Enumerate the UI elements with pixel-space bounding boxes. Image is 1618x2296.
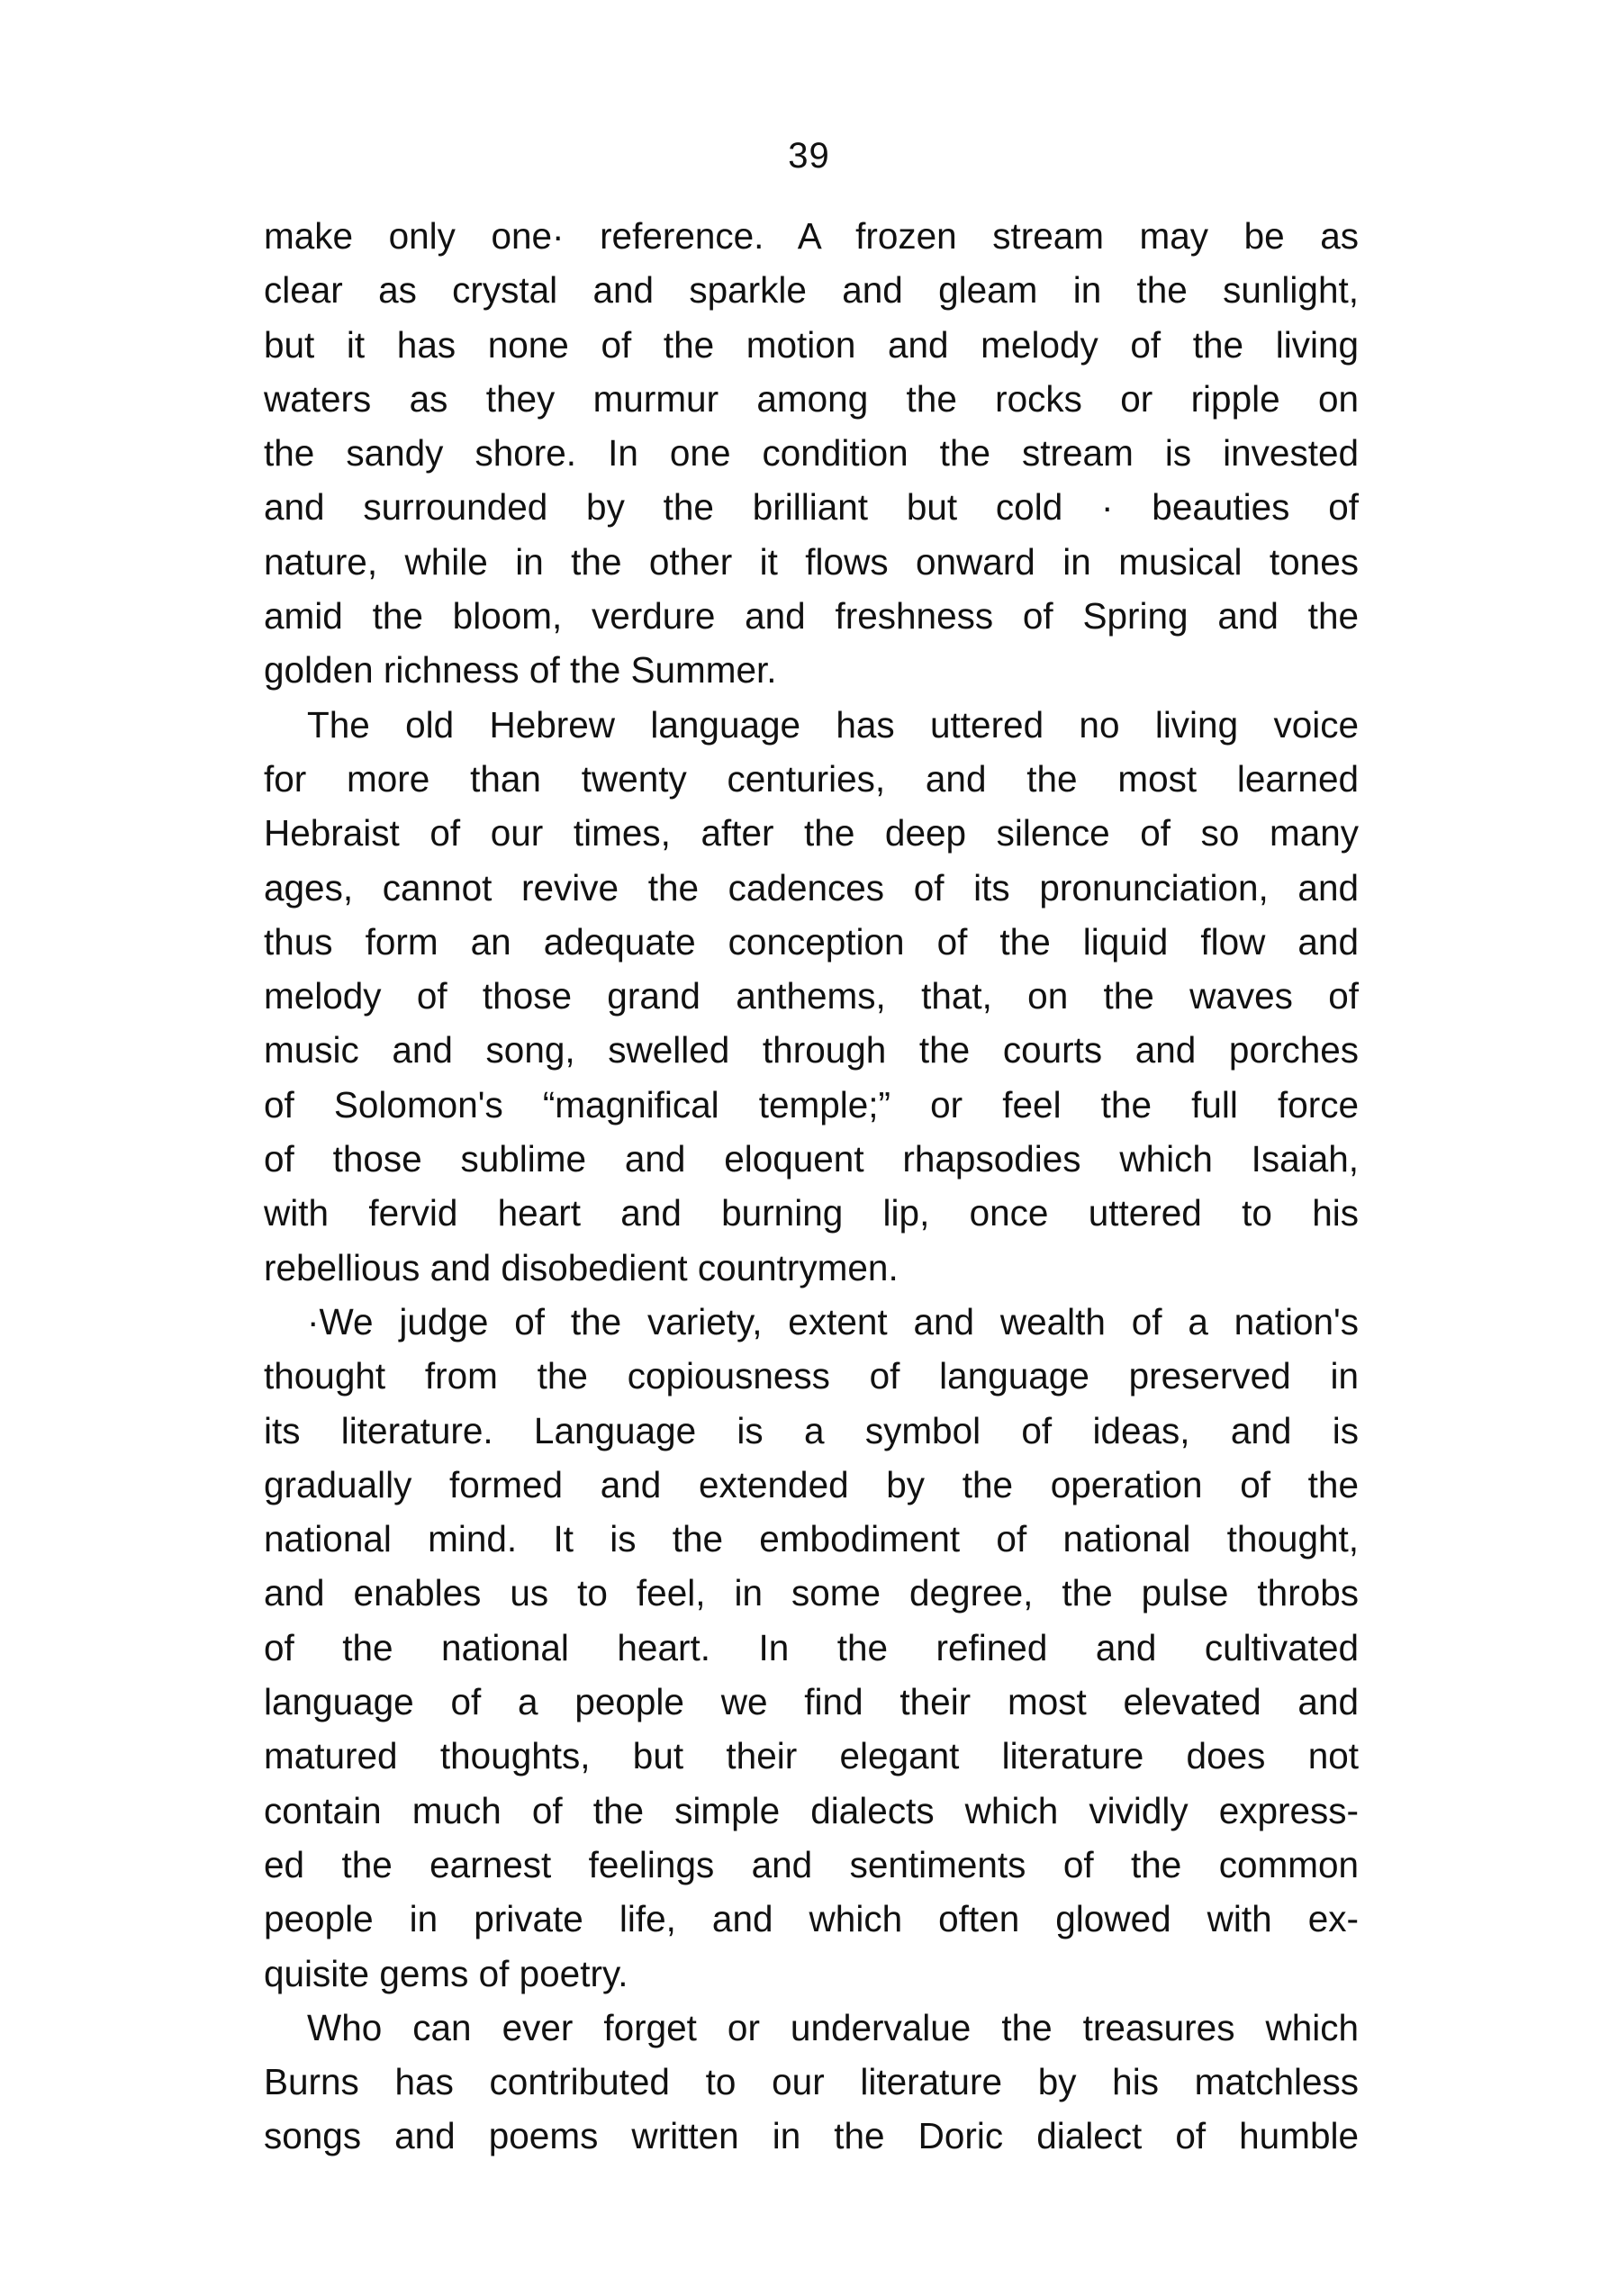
- page-number: 39: [788, 136, 830, 176]
- text-line: for more than twenty centuries, and the most learned: [264, 757, 1359, 800]
- text-line: songs and poems written in the Doric dialect of humble: [264, 2115, 1359, 2157]
- text-line: the sandy shore. In one condition the stream is invested: [264, 432, 1359, 475]
- text-line: melody of those grand anthems, that, on the waves of: [264, 975, 1359, 1017]
- text-line: of Solomon's “magnifical temple;” or feel the full force: [264, 1083, 1359, 1125]
- text-line: its literature. Language is a symbol of ideas, and is: [264, 1409, 1359, 1451]
- text-line: quisite gems of poetry.: [264, 1952, 628, 1994]
- text-line: waters as they murmur among the rocks or ripple on: [264, 377, 1359, 420]
- text-line: The old Hebrew language has uttered no living voice: [307, 703, 1359, 746]
- text-line: but it has none of the motion and melody of the living: [264, 323, 1359, 366]
- text-line: nature, while in the other it flows onward in musical tones: [264, 540, 1359, 583]
- text-line: national mind. It is the embodiment of national thought,: [264, 1518, 1359, 1560]
- text-line: of those sublime and eloquent rhapsodies which Isaiah,: [264, 1138, 1359, 1180]
- text-line: Hebraist of our times, after the deep silence of so many: [264, 812, 1359, 854]
- text-line: gradually formed and extended by the operation of the: [264, 1463, 1359, 1505]
- text-line: of the national heart. In the refined and cultivated: [264, 1626, 1359, 1668]
- text-line: ·We judge of the variety, extent and wealth of a nation's: [307, 1300, 1359, 1342]
- text-line: Burns has contributed to our literature by his matchless: [264, 2061, 1359, 2103]
- text-line: people in private life, and which often glowed with ex-: [264, 1898, 1359, 1940]
- text-line: contain much of the simple dialects which vividly express-: [264, 1789, 1359, 1831]
- text-line: golden richness of the Summer.: [264, 649, 777, 692]
- text-line: thought from the copiousness of language preserved in: [264, 1355, 1359, 1397]
- paragraph: [264, 1295, 1359, 2001]
- text-line: and surrounded by the brilliant but cold · beauties of: [264, 486, 1359, 529]
- text-line: amid the bloom, verdure and freshness of Spring and the: [264, 595, 1359, 637]
- text-line: with fervid heart and burning lip, once uttered to his: [264, 1192, 1359, 1234]
- paragraph: [264, 209, 1359, 698]
- text-line: and enables us to feel, in some degree, the pulse throbs: [264, 1572, 1359, 1614]
- text-line: Who can ever forget or undervalue the treasures which: [307, 2006, 1359, 2048]
- text-line: language of a people we find their most elevated and: [264, 1681, 1359, 1723]
- text-line: thus form an adequate conception of the liquid flow and: [264, 920, 1359, 963]
- paragraph: [264, 2001, 1359, 2164]
- text-line: matured thoughts, but their elegant literature does not: [264, 1735, 1359, 1777]
- text-line: ed the earnest feelings and sentiments of the common: [264, 1843, 1359, 1885]
- paragraph: [264, 698, 1359, 1295]
- body-text: [264, 209, 1359, 2164]
- text-line: music and song, swelled through the courts and porches: [264, 1029, 1359, 1071]
- text-line: clear as crystal and sparkle and gleam in the sunlight,: [264, 269, 1359, 312]
- text-line: rebellious and disobedient countrymen.: [264, 1246, 899, 1288]
- text-line: ages, cannot revive the cadences of its pronunciation, and: [264, 866, 1359, 908]
- text-line: make only one· reference. A frozen stream may be as: [264, 215, 1359, 257]
